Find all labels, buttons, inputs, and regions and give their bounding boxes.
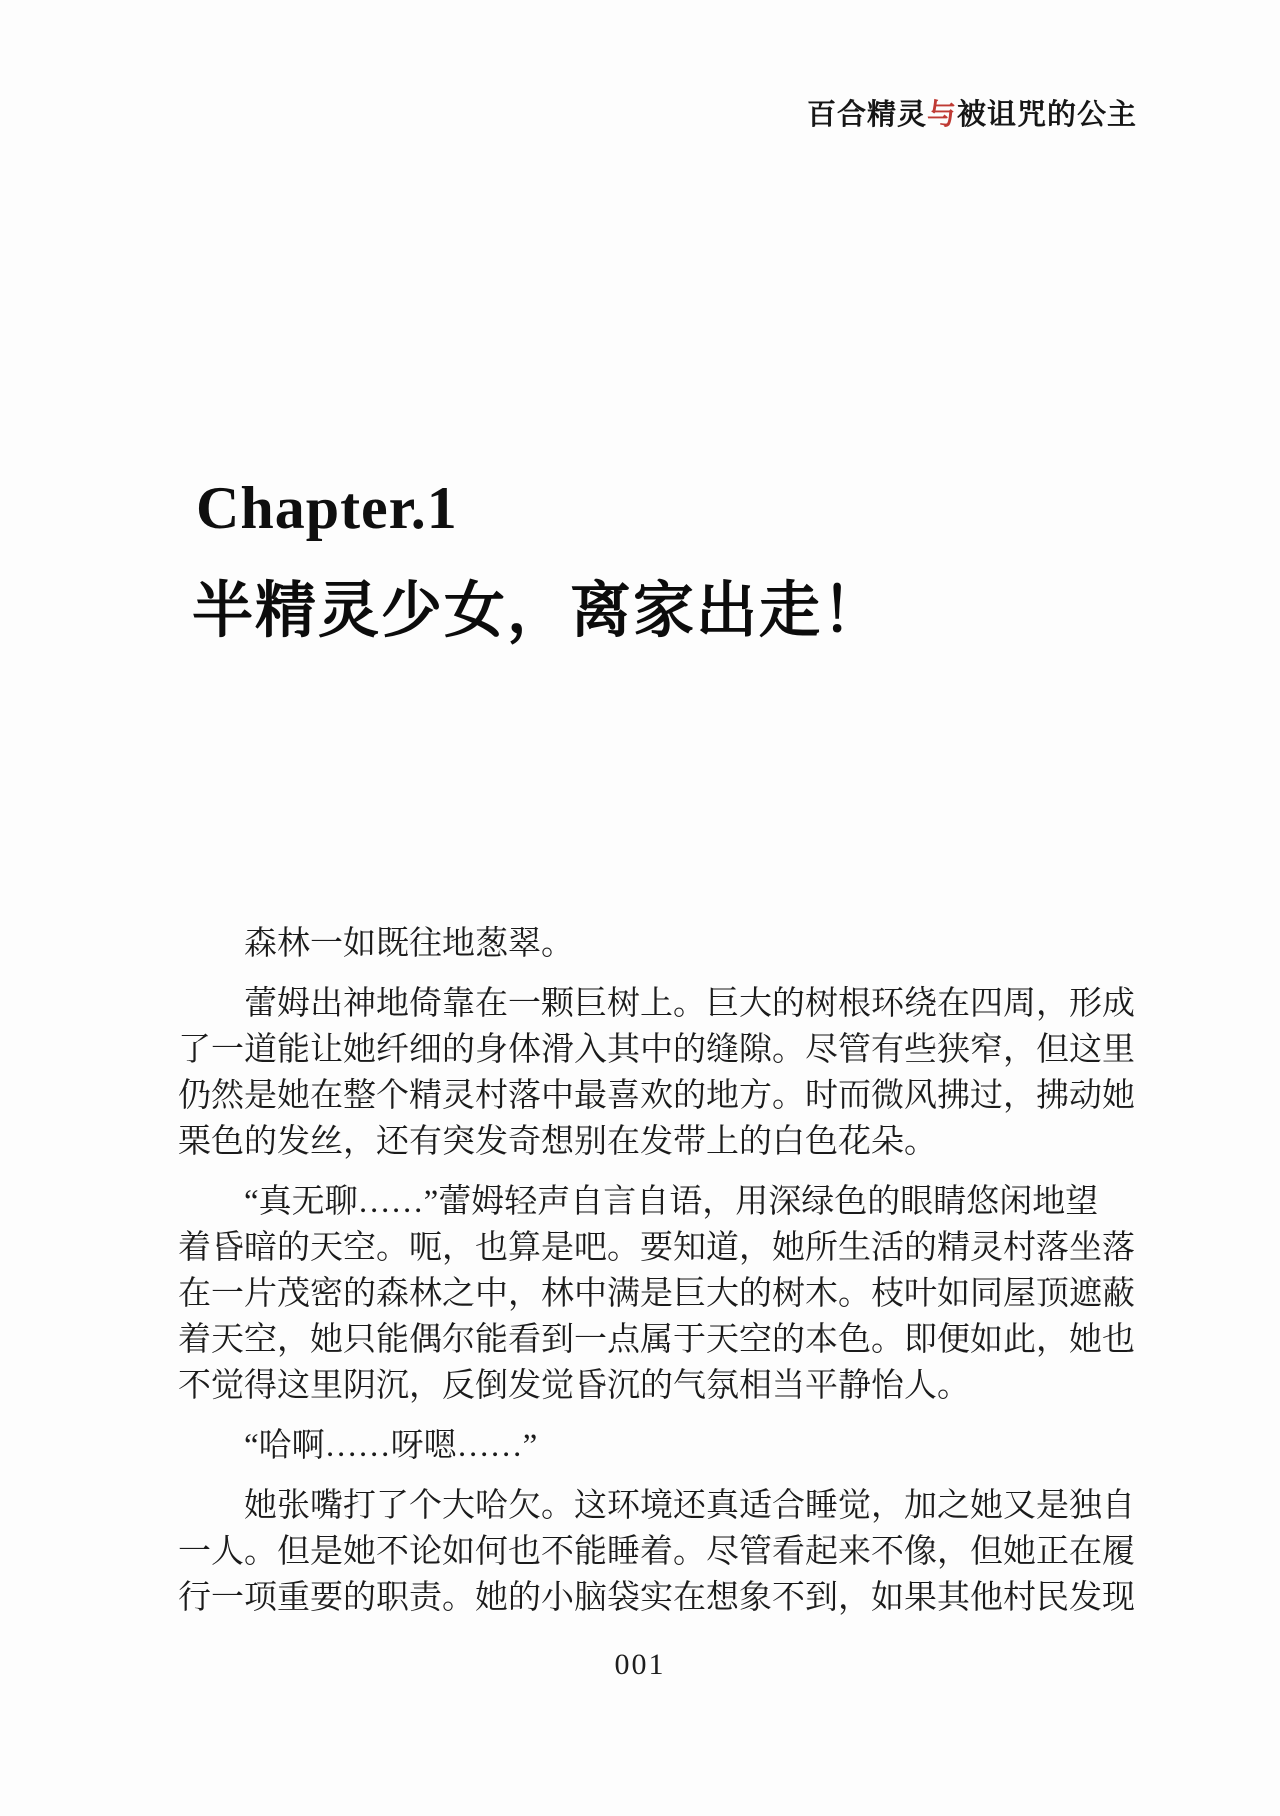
body-line: “哈啊……呀嗯……” — [244, 1428, 538, 1464]
body-line: 栗色的发丝，还有突发奇想别在发带上的白色花朵。 — [178, 1124, 937, 1160]
body-line: 着昏暗的天空。呃，也算是吧。要知道，她所生活的精灵村落坐落 — [178, 1230, 1135, 1266]
body-line: 仍然是她在整个精灵村落中最喜欢的地方。时而微风拂过，拂动她 — [178, 1078, 1135, 1114]
running-head-part2: 被诅咒的公主 — [956, 99, 1137, 131]
chapter-title: 半精灵少女，离家出走！ — [192, 575, 886, 646]
running-head-part1: 百合精灵 — [806, 99, 927, 131]
paragraph — [178, 1423, 1096, 1469]
paragraph — [178, 1179, 1135, 1409]
body-line: 她张嘴打了个大哈欠。这环境还真适合睡觉，加之她又是独自 — [244, 1488, 1135, 1524]
chapter-number: Chapter.1 — [196, 475, 458, 541]
body-line: 一人。但是她不论如何也不能睡着。尽管看起来不像，但她正在履 — [178, 1534, 1135, 1570]
paragraph — [178, 981, 1135, 1165]
body-line: 蕾姆出神地倚靠在一颗巨树上。巨大的树根环绕在四周，形成 — [244, 986, 1135, 1022]
running-head-accent: 与 — [926, 99, 957, 131]
paragraph — [178, 1483, 1135, 1621]
page-number: 001 — [614, 1648, 666, 1681]
body-line: 不觉得这里阴沉，反倒发觉昏沉的气氛相当平静怡人。 — [178, 1368, 970, 1404]
running-head — [807, 92, 1137, 133]
body-line: 行一项重要的职责。她的小脑袋实在想象不到，如果其他村民发现 — [178, 1580, 1135, 1616]
body-line: 了一道能让她纤细的身体滑入其中的缝隙。尽管有些狭窄，但这里 — [178, 1032, 1135, 1068]
body-line: 着天空，她只能偶尔能看到一点属于天空的本色。即便如此，她也 — [178, 1322, 1135, 1358]
body-text — [178, 921, 1135, 1635]
body-line: “真无聊……”蕾姆轻声自言自语，用深绿色的眼睛悠闲地望 — [244, 1184, 1099, 1220]
paragraph — [178, 921, 1096, 967]
body-line: 在一片茂密的森林之中，林中满是巨大的树木。枝叶如同屋顶遮蔽 — [178, 1276, 1135, 1312]
body-line: 森林一如既往地葱翠。 — [244, 926, 574, 962]
